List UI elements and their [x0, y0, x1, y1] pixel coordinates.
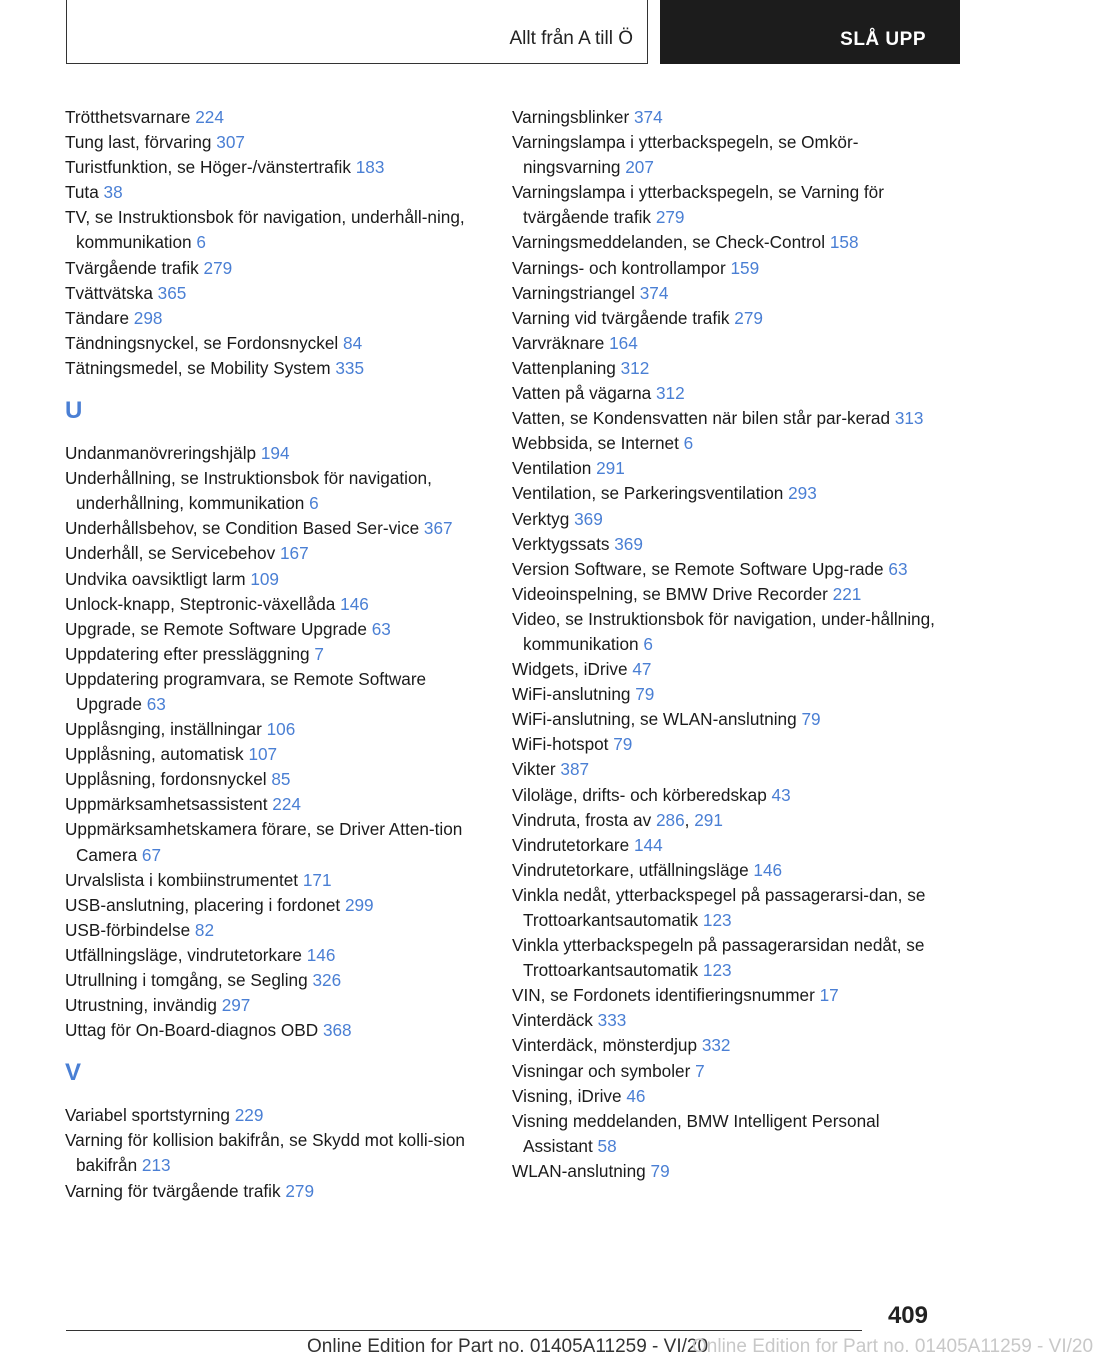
index-entry-text: Verktygssats: [512, 533, 615, 554]
index-entry: [65, 767, 485, 792]
index-entry: [65, 516, 485, 541]
index-entry: [65, 1018, 485, 1043]
index-entry: [512, 331, 942, 356]
section-tab-label: Allt från A till Ö: [509, 28, 633, 49]
index-entry: [512, 732, 942, 757]
index-entry-text: VIN, se Fordonets identifieringsnummer: [512, 985, 820, 1006]
page-link[interactable]: 79: [635, 684, 655, 705]
index-entry-text: Underhållsbehov, se Condition Based Ser‐vice: [65, 518, 424, 539]
index-entry-text: Vinterdäck, mönsterdjup: [512, 1035, 702, 1056]
page-link[interactable]: 46: [626, 1085, 646, 1106]
index-entry-text: Vindrutetorkare, utfällningsläge: [512, 859, 754, 880]
index-entry: [65, 130, 485, 155]
page-link[interactable]: 144: [633, 834, 663, 855]
index-entry-text: Varningslampa i ytterbackspegeln, se Omkör‐ningsvarning: [512, 132, 859, 178]
index-entry-text: Tvättvätska: [65, 282, 158, 303]
page-link[interactable]: 291: [694, 809, 723, 830]
index-entry: [65, 466, 485, 516]
page-link[interactable]: 307: [216, 132, 245, 153]
index-entry-text: Tätningsmedel, se Mobility System: [65, 357, 336, 378]
page-link[interactable]: 123: [702, 910, 732, 930]
index-entry-text: Uppmärksamhetsassistent: [65, 794, 273, 815]
page-link[interactable]: 299: [344, 894, 374, 915]
index-entry: [512, 256, 942, 281]
index-entry-text: Undvika oavsiktligt larm: [65, 568, 251, 589]
page-link[interactable]: 158: [829, 232, 859, 253]
index-entry: [65, 1179, 485, 1204]
index-entry: [65, 868, 485, 893]
page-link[interactable]: 312: [620, 357, 650, 378]
page-link[interactable]: 183: [355, 157, 385, 178]
index-entry: [65, 1128, 485, 1178]
index-entry-text: USB-anslutning, placering i fordonet: [65, 894, 345, 915]
index-entry: [65, 918, 485, 943]
page-link[interactable]: 369: [614, 533, 643, 554]
page-link[interactable]: 312: [655, 383, 685, 404]
page-link[interactable]: 63: [888, 558, 908, 579]
page-link[interactable]: 367: [423, 518, 453, 539]
index-entry-text: Varning vid tvärgående trafik: [512, 307, 735, 328]
index-entry: [512, 783, 942, 808]
page-link[interactable]: 85: [271, 769, 291, 790]
index-entry: [512, 230, 942, 255]
index-entry-text: Tändningsnyckel, se Fordonsnyckel: [65, 332, 344, 353]
page-link[interactable]: 58: [597, 1135, 617, 1156]
index-entry: [512, 281, 942, 306]
index-entry: [512, 707, 942, 732]
index-entry-text: Utrustning, invändig: [65, 995, 222, 1016]
index-entry: [512, 306, 942, 331]
page-link[interactable]: 297: [221, 995, 251, 1016]
page-link[interactable]: 171: [302, 869, 332, 890]
index-entry-text: Varningstriangel: [512, 282, 640, 303]
page-link[interactable]: 286: [655, 809, 685, 830]
page-link[interactable]: 123: [702, 960, 732, 981]
page-link[interactable]: 326: [312, 970, 342, 990]
index-entry-text: Utrullning i tomgång, se Segling: [65, 970, 313, 990]
page-link[interactable]: 47: [632, 659, 652, 680]
index-entry: [65, 717, 485, 742]
index-entry: [512, 557, 942, 582]
section-tab[interactable]: [66, 0, 648, 64]
jump-tab-label: SLÅ UPP: [840, 29, 926, 50]
page-link[interactable]: 6: [196, 232, 206, 253]
index-entry-text: Urvalslista i kombiinstrumentet: [65, 869, 303, 890]
page-link[interactable]: 224: [195, 107, 224, 127]
page-link[interactable]: 224: [272, 794, 301, 815]
index-entry-text: WiFi-anslutning: [512, 684, 636, 705]
index-entry: [512, 1159, 942, 1184]
index-entry-text: Uppmärksamhetskamera förare, se Driver Atten‐tion Camera: [65, 819, 463, 865]
index-entry: [512, 983, 942, 1008]
jump-tab[interactable]: [660, 0, 960, 64]
watermark: Online Edition for Part no. 01405A11259 - VI/20: [692, 1336, 1093, 1357]
page-link[interactable]: 279: [203, 257, 233, 278]
index-entry: [65, 205, 485, 255]
index-entry: [512, 356, 942, 381]
index-entry: [65, 617, 485, 642]
index-entry: [65, 105, 485, 130]
page-link[interactable]: 221: [832, 583, 862, 604]
index-entry: [512, 105, 942, 130]
index-entry: [512, 456, 942, 481]
index-entry-text: Widgets, iDrive: [512, 659, 633, 680]
index-entry-text: Upgrade, se Remote Software Upgrade: [65, 618, 372, 639]
page-link[interactable]: 43: [771, 784, 791, 805]
index-entry: [65, 356, 485, 381]
index-entry-text: Ventilation: [512, 458, 597, 479]
index-entry: [65, 180, 485, 205]
index-entry-text: Uttag för On-Board-diagnos OBD: [65, 1020, 323, 1041]
page-link[interactable]: 387: [560, 759, 590, 780]
index-entry-text: Viloläge, drifts- och körberedskap: [512, 784, 772, 805]
index-entry-text: Tändare: [65, 307, 134, 328]
index-entry: [65, 331, 485, 356]
index-column-right: [512, 105, 942, 1184]
index-entry: [512, 180, 942, 230]
index-entry-text: Vatten på vägarna: [512, 383, 656, 404]
page-link[interactable]: 107: [248, 744, 278, 765]
index-entry-text: Uppdatering programvara, se Remote Software Upgrade: [65, 668, 427, 714]
index-entry: [512, 1084, 942, 1109]
index-entry: [512, 532, 942, 557]
index-entry: [512, 381, 942, 406]
index-entry: [65, 792, 485, 817]
index-entry-text: Utfällningsläge, vindrutetorkare: [65, 944, 307, 965]
index-entry-text: Undanmanövreringshjälp: [65, 443, 261, 464]
index-entry: [65, 541, 485, 566]
index-entry-text: Videoinspelning, se BMW Drive Recorder: [512, 583, 833, 604]
page-link[interactable]: 6: [309, 493, 319, 514]
index-entry: [512, 833, 942, 858]
page-link[interactable]: 213: [141, 1155, 171, 1176]
page-link[interactable]: 79: [650, 1160, 670, 1181]
index-letter-heading: U: [65, 397, 83, 425]
index-entry: [512, 1059, 942, 1084]
index-entry: [65, 256, 485, 281]
page-link[interactable]: 82: [194, 919, 215, 940]
page-link[interactable]: 84: [343, 332, 363, 353]
index-entry-text: Underhållning, se Instruktionsbok för navigation, underhållning, kommunikation: [65, 468, 432, 514]
index-entry: [65, 441, 485, 466]
index-entry-text: WiFi-anslutning, se WLAN-anslutning: [512, 709, 802, 730]
page-link[interactable]: 293: [788, 483, 817, 504]
page-link[interactable]: 79: [801, 709, 821, 730]
index-entry: [65, 943, 485, 968]
index-entry: [65, 968, 485, 993]
index-entry-text: Vatten, se Kondensvatten när bilen står par‐kerad: [512, 408, 895, 429]
page-link[interactable]: 279: [285, 1180, 315, 1201]
index-entry-text: Varvräknare: [512, 332, 610, 353]
index-entry-text: Varningslampa i ytterbackspegeln, se Varning för tvärgående trafik: [512, 182, 884, 228]
page-link[interactable]: 164: [609, 332, 638, 353]
index-entry: [65, 592, 485, 617]
index-entry: [65, 642, 485, 667]
index-entry: [65, 1103, 485, 1128]
page-link[interactable]: 146: [753, 859, 783, 880]
index-entry-text: Vinkla nedåt, ytterbackspegel på passagerarsi‐dan, se Trottoarkantsautomatik: [512, 884, 926, 930]
index-entry-text: Visning, iDrive: [512, 1085, 627, 1106]
page-link[interactable]: 332: [701, 1035, 731, 1056]
index-entry: [512, 1008, 942, 1033]
page-link[interactable]: 159: [730, 257, 760, 278]
index-entry-text: Uppdatering efter pressläggning: [65, 643, 315, 664]
page-link[interactable]: 229: [234, 1105, 264, 1126]
index-entry: [512, 582, 942, 607]
page-link[interactable]: 109: [250, 568, 279, 589]
index-entry: [512, 607, 942, 657]
index-entry-text: Varning för tvärgående trafik: [65, 1180, 286, 1201]
page-link[interactable]: 146: [340, 593, 369, 614]
index-entry-text: Verktyg: [512, 508, 575, 529]
page-link[interactable]: 146: [306, 944, 336, 965]
page-link[interactable]: 291: [596, 458, 625, 479]
index-entry-text: Vinkla ytterbackspegeln på passagerarsidan nedåt, se Trottoarkantsautomatik: [512, 935, 925, 981]
page-link[interactable]: 374: [639, 282, 669, 303]
index-entry-text: Varningsblinker: [512, 107, 634, 127]
index-entry: [65, 993, 485, 1018]
page-link[interactable]: 38: [103, 182, 123, 203]
index-entry: [512, 1109, 942, 1159]
index-entry: [512, 130, 942, 180]
index-entry: [65, 667, 485, 717]
page-link[interactable]: 106: [266, 719, 296, 740]
index-letter-heading: V: [65, 1059, 82, 1087]
index-entry: [512, 933, 942, 983]
index-entry-text: Visning meddelanden, BMW Intelligent Personal Assistant: [512, 1110, 880, 1156]
page-link[interactable]: 335: [335, 357, 365, 378]
index-entry-text: WiFi-hotspot: [512, 734, 614, 755]
index-entry: [65, 567, 485, 592]
index-entry: [65, 281, 485, 306]
page-link[interactable]: 17: [819, 985, 839, 1006]
index-entry-text: Ventilation, se Parkeringsventilation: [512, 483, 789, 504]
index-entry: [512, 657, 942, 682]
footer-divider: [66, 1330, 862, 1331]
page-link[interactable]: 333: [597, 1010, 627, 1031]
page-link[interactable]: 365: [157, 282, 187, 303]
index-entry-text: Varningsmeddelanden, se Check-Control: [512, 232, 830, 253]
index-entry: [512, 883, 942, 933]
index-entry: [65, 893, 485, 918]
index-entry-text: TV, se Instruktionsbok för navigation, underhåll‐ning, kommunikation: [65, 207, 465, 253]
page-link[interactable]: 7: [314, 643, 324, 664]
index-entry: [512, 431, 942, 456]
index-entry-text: Vindruta, frosta av: [512, 809, 656, 830]
index-entry-text: Turistfunktion, se Höger-/vänstertrafik: [65, 157, 356, 178]
page-link[interactable]: 167: [279, 543, 309, 564]
index-entry: [512, 858, 942, 883]
index-entry: [512, 757, 942, 782]
page-link[interactable]: 369: [574, 508, 603, 529]
index-entry-text: Varning för kollision bakifrån, se Skydd mot kolli‐sion bakifrån: [65, 1130, 465, 1176]
page-link[interactable]: 194: [260, 443, 290, 464]
index-entry: [512, 481, 942, 506]
page-link[interactable]: 279: [655, 207, 685, 228]
index-entry-text: Variabel sportstyrning: [65, 1105, 235, 1126]
index-entry: [512, 406, 942, 431]
index-entry: [65, 306, 485, 331]
index-entry-text: WLAN-anslutning: [512, 1160, 651, 1181]
page-link[interactable]: 374: [633, 107, 663, 127]
page-link[interactable]: 207: [625, 157, 654, 178]
index-entry-text: Unlock-knapp, Steptronic-växellåda: [65, 593, 341, 614]
index-entry-text: Upplåsning, automatisk: [65, 744, 249, 765]
index-entry-text: Vattenplaning: [512, 357, 621, 378]
index-entry-text: Varnings- och kontrollampor: [512, 257, 731, 278]
index-entry: Vindruta, frosta av 286, 291: [512, 809, 723, 830]
page-link[interactable]: 6: [683, 433, 694, 454]
index-entry: [512, 507, 942, 532]
page-link[interactable]: 67: [141, 844, 162, 865]
page-number: 409: [887, 1302, 928, 1329]
index-entry: [512, 682, 942, 707]
index-entry: [512, 1033, 942, 1058]
index-entry-text: Vindrutetorkare: [512, 834, 634, 855]
index-entry: [65, 155, 485, 180]
page-link[interactable]: 279: [734, 307, 763, 328]
page-link[interactable]: 63: [146, 693, 166, 714]
page-link[interactable]: 368: [322, 1020, 352, 1041]
index-entry: [65, 817, 485, 867]
page-link[interactable]: 7: [695, 1060, 705, 1081]
index-entry-text: Upplåsning, fordonsnyckel: [65, 769, 272, 790]
index-entry-text: Underhåll, se Servicebehov: [65, 543, 280, 564]
index-entry-text: Version Software, se Remote Software Upg‐rade: [512, 558, 889, 579]
page-link[interactable]: 79: [613, 734, 633, 755]
page-link[interactable]: 298: [133, 307, 163, 328]
index-entry-text: Vikter: [512, 759, 561, 780]
index-entry-text: Tvärgående trafik: [65, 257, 204, 278]
index-entry-text: Tung last, förvaring: [65, 132, 217, 153]
index-entry-text: Vinterdäck: [512, 1010, 598, 1031]
index-entry: [65, 742, 485, 767]
index-entry-text: USB-förbindelse: [65, 919, 195, 940]
index-entry-text: Upplåsnging, inställningar: [65, 719, 267, 740]
page-link[interactable]: 313: [894, 408, 924, 429]
index-entry-text: Video, se Instruktionsbok för navigation, under‐hållning, kommunikation: [512, 608, 935, 654]
index-entry-text: Visningar och symboler: [512, 1060, 696, 1081]
index-entry-text: Trötthetsvarnare: [65, 107, 196, 127]
index-entry-text: Tuta: [65, 182, 104, 203]
page-link[interactable]: 63: [371, 618, 391, 639]
page-link[interactable]: 6: [643, 633, 653, 654]
edition-footer: Online Edition for Part no. 01405A11259 - VI/20: [307, 1336, 709, 1357]
index-column-left: [65, 105, 485, 1204]
index-entry-text: Webbsida, se Internet: [512, 433, 684, 454]
